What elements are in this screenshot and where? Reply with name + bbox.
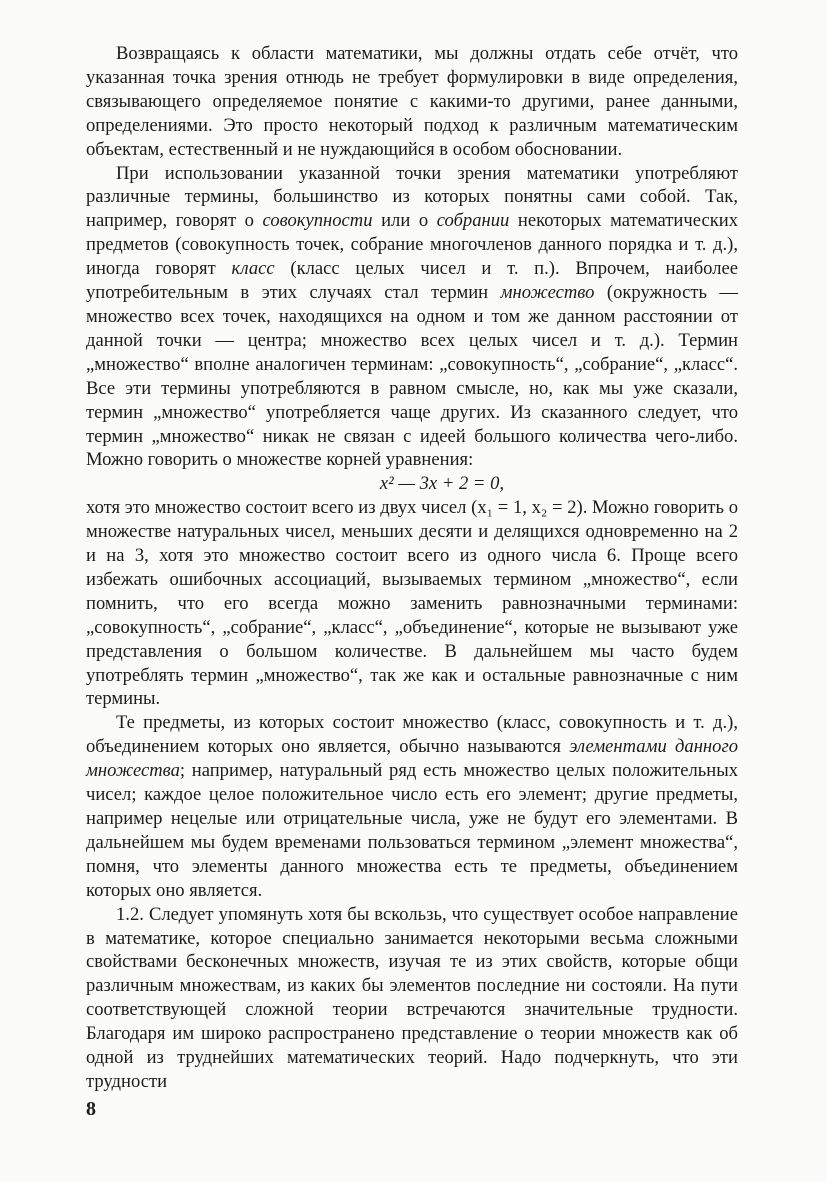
paragraph-2: [86, 162, 738, 473]
term-elements: элементами данного множества: [86, 736, 738, 782]
paragraph-4-text-2: ; например, натуральный ряд есть множество целых положительных чисел; каждое целое положительное число есть его элемент; другие предметы, например нецелые или отрицательные числа, уже не будут его элементами. В дальнейшем мы будем временами пользоваться термином „элемент множества“, помня, что элементы данного множества есть те предметы, объединением которых оно является.: [86, 760, 738, 901]
term-klass: класс: [231, 258, 275, 280]
body-text: [86, 42, 738, 1094]
paragraph-3: хотя это множество состоит всего из двух чисел (x₁ = 1, x₂ = 2). Можно говорить о множестве натуральных чисел, меньших десяти и делящихся одновременно на 2 и на 3, хотя это множество состоит всего из одного числа 6. Проще всего избежать ошибочных ассоциаций, вызываемых термином „множество“, если помнить, что его всегда можно заменить равнозначными терминами: „совокупность“, „собрание“, „класс“, „объединение“, которые не вызывают уже представления о большом количестве. В дальнейшем мы часто будем употреблять термин „множество“, так же как и остальные равнозначные с ним термины.: [86, 497, 738, 710]
term-sovokupnost: совокупности: [262, 210, 373, 232]
paragraph-2-text-1: При использовании указанной точки зрения математики употребляют различные термины, большинство из которых понятны сами собой. Так, например, говорят о: [86, 162, 738, 232]
paragraph-2-text-5: (окружность — множество всех точек, находящихся на одном и том же данном расстоянии от данной точки — центра; множество всех целых чисел и т. д.). Термин „множество“ вполне аналогичен терминам: „совокупность“, „собрание“, „класс“. Все эти термины употребляются в равном смысле, но, как мы уже сказали, термин „множество“ употребляется чаще других. Из сказанного следует, что термин „множество“ никак не связан с идеей большого количества чего-либо. Можно говорить о множестве корней уравнения:: [86, 282, 738, 471]
page-number: 8: [86, 1098, 96, 1120]
paragraph-2-text-2: или о: [372, 210, 437, 232]
paragraph-1: Возвращаясь к области математики, мы должны отдать себе отчёт, что указанная точка зрения отнюдь не требует формулировки в виде определения, связывающего определяемое понятие с какими-то другими, ранее данными, определениями. Это просто некоторый подход к различным математическим объектам, естественный и не нуждающийся в особом обосновании.: [86, 43, 738, 160]
equation: x² — 3x + 2 = 0,: [379, 473, 505, 495]
paragraph-4: [86, 711, 738, 902]
term-sobranie: собрании: [436, 210, 510, 232]
term-mnozhestvo: множество: [500, 282, 595, 304]
paragraph-2-text-3: некоторых математических предметов (совокупность точек, собрание многочленов данного порядка и т. д.), иногда говорят: [86, 210, 738, 280]
paragraph-4-text-1: Те предметы, из которых состоит множество (класс, совокупность и т. д.), объединением которых оно является, обычно называются: [86, 712, 738, 758]
paragraph-5: 1.2. Следует упомянуть хотя бы вскользь, что существует особое направление в математике, которое специально занимается некоторыми весьма сложными свойствами бесконечных множеств, изучая те из этих свойств, которые общи различным множествам, из каких бы элементов последние ни состояли. На пути соответствующей сложной теории встречаются значительные трудности. Благодаря им широко распространено представление о теории множеств как об одной из труднейших математических теорий. Надо подчеркнуть, что эти трудности: [86, 903, 738, 1092]
paragraph-2-text-4: (класс целых чисел и т. п.). Впрочем, наиболее употребительным в этих случаях стал термин: [86, 258, 739, 304]
